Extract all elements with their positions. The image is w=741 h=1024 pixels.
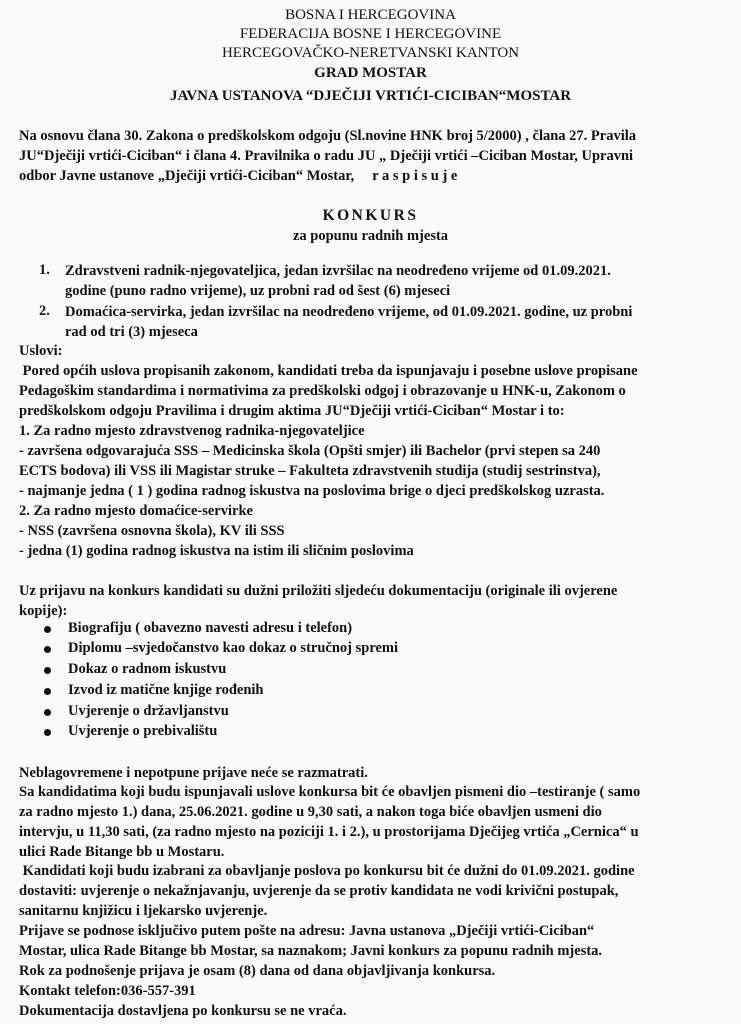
position-1-line-2: godine (puno radno vrijeme), uz probni rad od šest (6) mjeseci (65, 283, 451, 299)
docs-item: Biografiju ( obavezno navesti adresu i telefon) (68, 620, 353, 636)
intro-line-3: odbor Javne ustanove „Dječiji vrtići-Ciciban“ Mostar, r a s p i s u j e (19, 168, 458, 184)
position-2-line-1: Domaćica-servirka, jedan izvršilac na neodređeno vrijeme, od 01.09.2021. godine, uz probni (65, 304, 633, 320)
selected-candidates-line: dostaviti: uvjerenje o nekažnjavanju, uvjerenje da se protiv kandidata ne vodi krivični postupak, (19, 883, 619, 899)
position-1-number: 1. (39, 262, 50, 278)
docs-item: Diplomu –svjedočanstvo kao dokaz o stručnoj spremi (68, 640, 399, 656)
condition-heading-1: 1. Za radno mjesto zdravstvenog radnika-njegovateljice (19, 423, 365, 439)
testing-info-line: Sa kandidatima koji budu ispunjavali uslove konkursa bit će obavljen pismeni dio –testiranje ( samo (19, 784, 641, 800)
testing-info-line: ulici Rade Bitange bb u Mostaru. (19, 844, 225, 860)
page-subtitle: za popunu radnih mjesta (292, 228, 449, 244)
intro-line-1: Na osnovu člana 30. Zakona o predškolskom odgoju (Sl.novine HNK broj 5/2000) , člana 27. Pravila (19, 128, 637, 144)
conditions-line: - jedna (1) godina radnog iskustva na istim ili sličnim poslovima (19, 543, 414, 559)
bullet-icon (44, 667, 51, 674)
docs-intro-line-2: kopije): (19, 603, 68, 619)
header-canton: HERCEGOVAČKO-NERETVANSKI KANTON (221, 45, 520, 61)
docs-item: Dokaz o radnom iskustvu (68, 661, 227, 677)
conditions-line: - najmanje jedna ( 1 ) godina radnog iskustva na poslovima brige o djeci predškolskog uzrasta. (19, 483, 605, 499)
bullet-icon (44, 626, 51, 633)
position-2-number: 2. (39, 303, 50, 319)
header-country: BOSNA I HERCEGOVINA (285, 7, 456, 23)
submission-address-line: Mostar, ulica Rade Bitange bb Mostar, sa naznakom; Javni konkurs za popunu radnih mjesta. (19, 943, 603, 959)
bullet-icon (44, 709, 51, 716)
conditions-line: predškolskom odgoju Pravilima i drugim aktima JU“Dječiji vrtići-Ciciban“ Mostar i to: (19, 403, 565, 419)
documents-not-returned: Dokumentacija dostavljena po konkursu se ne vraća. (19, 1003, 347, 1019)
header-institution: JAVNA USTANOVA “DJEČIJI VRTIĆI-CICIBAN“MOSTAR (169, 88, 572, 104)
selected-candidates-line: Kandidati koji budu izabrani za obavljanje poslova po konkursu bit će dužni do 01.09.2021. godine (19, 863, 635, 879)
contact-phone: Kontakt telefon:036-557-391 (19, 983, 196, 999)
page-title: KONKURS (322, 207, 419, 224)
conditions-line: Pedagoškim standardima i normativima za predškolski odgoj i obrazovanje u HNK-u, Zakonom o (19, 383, 626, 399)
intro-line-2: JU“Dječiji vrtići-Ciciban“ i člana 4. Pravilnika o radu JU „ Dječiji vrtići –Ciciban Mostar, Upravni (19, 148, 634, 164)
docs-item: Uvjerenje o prebivalištu (68, 723, 218, 739)
conditions-line: - završena odgovarajuća SSS – Medicinska škola (Opšti smjer) ili Bachelor (prvi stepen sa 240 (19, 443, 601, 459)
deadline-line: Rok za podnošenje prijava je osam (8) dana od dana objavljivanja konkursa. (19, 963, 496, 979)
selected-candidates-line: sanitarnu knjižicu i ljekarsko uvjerenje. (19, 903, 268, 919)
header-federation: FEDERACIJA BOSNE I HERCEGOVINE (239, 26, 502, 42)
testing-info-line: za radno mjesto 1.) dana, 25.06.2021. godine u 9,30 sati, a nakon toga biće obavljen usmeni dio (19, 804, 602, 820)
docs-item: Izvod iz matične knjige rođenih (68, 682, 264, 698)
header-city: GRAD MOSTAR (314, 65, 427, 81)
bullet-icon (44, 646, 51, 653)
conditions-line: - NSS (završena osnovna škola), KV ili SSS (19, 523, 285, 539)
position-1-line-1: Zdravstveni radnik-njegovateljica, jedan izvršilac na neodređeno vrijeme od 01.09.2021. (65, 263, 611, 279)
conditions-line: Pored općih uslova propisanih zakonom, kandidati treba da ispunjavaju i posebne uslove propisane (19, 363, 638, 379)
condition-heading-2: 2. Za radno mjesto domaćice-servirke (19, 503, 253, 519)
conditions-heading: Uslovi: (19, 343, 63, 359)
bullet-icon (44, 729, 51, 736)
conditions-line: ECTS bodova) ili VSS ili Magistar struke – Fakulteta zdravstvenih studija (studij sestrinstva), (19, 463, 601, 479)
position-2-line-2: rad od tri (3) mjeseca (65, 324, 198, 340)
bullet-icon (44, 688, 51, 695)
submission-address-line: Prijave se podnose isključivo putem pošte na adresu: Javna ustanova „Dječiji vrtići-Ciciban“ (19, 923, 595, 939)
closing-notice: Neblagovremene i nepotpune prijave neće se razmatrati. (19, 765, 368, 781)
docs-item: Uvjerenje o državljanstvu (68, 703, 229, 719)
testing-info-line: intervju, u 11,30 sati, (za radno mjesto na poziciji 1. i 2.), u prostorijama Dječijeg vrtića „Cernica“ u (19, 824, 639, 840)
docs-intro-line-1: Uz prijavu na konkurs kandidati su dužni priložiti sljedeću dokumentaciju (originale ili ovjerene (19, 583, 618, 599)
